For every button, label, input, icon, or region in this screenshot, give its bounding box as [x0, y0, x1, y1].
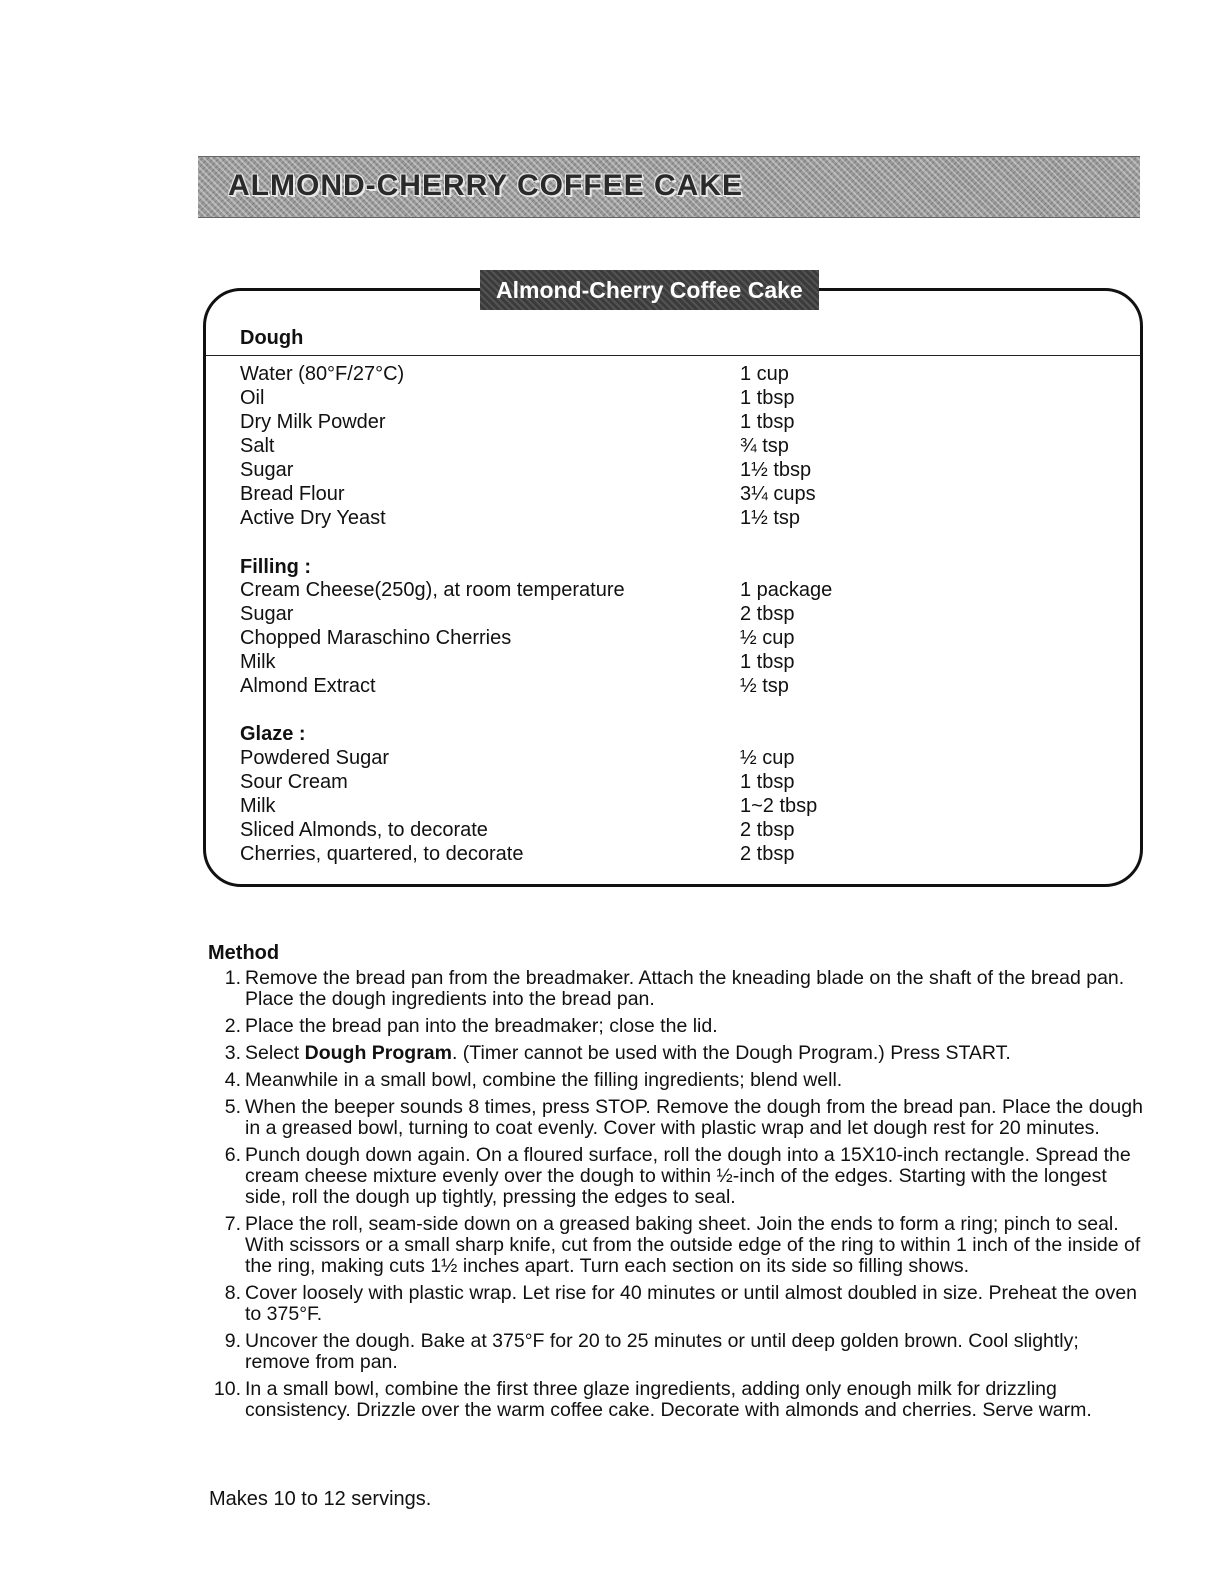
step-text: Cover loosely with plastic wrap. Let rise for 40 minutes or until almost doubled in size. Preheat the oven to 375°F. [245, 1282, 1138, 1325]
ingredient-name: Almond Extract [240, 675, 376, 697]
step-text: Remove the bread pan from the breadmaker. Attach the kneading blade on the shaft of the bread pan. Place the dough ingredients into the bread pan. [245, 967, 1125, 1010]
ingredient-amount: 1 package [740, 579, 833, 601]
step-text-after: . (Timer cannot be used with the Dough Program.) Press START. [451, 1042, 1011, 1064]
method-step [208, 1016, 1143, 1037]
method-step [208, 1043, 1143, 1064]
ingredient-amount: 1~2 tbsp [740, 795, 818, 817]
method-heading: Method [208, 942, 280, 964]
step-number: 8 . [208, 1283, 241, 1304]
glaze-ingredient-list [240, 746, 1100, 866]
step-number: 4 . [208, 1070, 241, 1091]
method-step [208, 1214, 1143, 1277]
ingredient-name: Milk [240, 651, 276, 673]
ingredient-name: Chopped Maraschino Cherries [240, 627, 512, 649]
step-text: Punch dough down again. On a floured surface, roll the dough into a 15X10-inch rectangle. Spread the cream cheese mixture evenly over the dough to within ½-inch of the edges. Starting with the longest side, roll the dough up tightly, pressing the edges to seal. [245, 1144, 1131, 1208]
ingredient-row [240, 818, 1100, 842]
page-title: ALMOND-CHERRY COFFEE CAKE [228, 169, 744, 202]
ingredient-name: Water (80°F/27°C) [240, 363, 405, 385]
ingredient-amount: 1 tbsp [740, 411, 795, 433]
ingredient-name: Dry Milk Powder [240, 411, 386, 433]
ingredient-amount: 1 cup [740, 363, 789, 385]
ingredient-name: Milk [240, 795, 276, 817]
ingredient-row [240, 626, 1100, 650]
ingredient-name: Active Dry Yeast [240, 507, 386, 529]
step-number: 10 . [208, 1379, 241, 1400]
ingredient-amount: 1½ tsp [740, 507, 801, 529]
ingredient-amount: 1 tbsp [740, 651, 795, 673]
ingredient-amount: 2 tbsp [740, 603, 795, 625]
ingredient-name: Oil [240, 387, 265, 409]
ingredient-name: Bread Flour [240, 483, 345, 505]
ingredient-amount: ½ cup [740, 747, 795, 769]
ingredient-name: Sliced Almonds, to decorate [240, 819, 488, 841]
method-step [208, 1379, 1143, 1421]
ingredient-name: Cream Cheese(250g), at room temperature [240, 579, 625, 601]
ingredient-row [240, 410, 1100, 434]
dough-ingredient-list [240, 362, 1100, 530]
method-step [208, 1070, 1143, 1091]
method-step [208, 1097, 1143, 1139]
ingredient-row [240, 602, 1100, 626]
ingredient-row [240, 434, 1100, 458]
ingredient-row [240, 842, 1100, 866]
ingredient-name: Sugar [240, 459, 294, 481]
step-text: When the beeper sounds 8 times, press STOP. Remove the dough from the bread pan. Place the dough in a greased bowl, turning to coat evenly. Cover with plastic wrap and let dough rest for 20 minutes. [245, 1096, 1143, 1139]
ingredient-row [240, 794, 1100, 818]
ingredient-row [240, 578, 1100, 602]
step-number: 9 . [208, 1331, 241, 1352]
ingredient-row [240, 506, 1100, 530]
ingredient-name: Salt [240, 435, 275, 457]
ingredient-amount: ½ cup [740, 627, 795, 649]
ingredient-row [240, 458, 1100, 482]
ingredient-name: Cherries, quartered, to decorate [240, 843, 524, 865]
recipe-title-badge: Almond-Cherry Coffee Cake [480, 270, 819, 310]
divider [206, 355, 1140, 356]
filling-ingredient-list [240, 578, 1100, 698]
step-text: Place the bread pan into the breadmaker; close the lid. [245, 1015, 718, 1037]
method-step [208, 1283, 1143, 1325]
ingredient-amount: 2 tbsp [740, 819, 795, 841]
ingredient-amount: 2 tbsp [740, 843, 795, 865]
method-steps [208, 968, 1143, 1427]
ingredient-row [240, 362, 1100, 386]
step-number: 2 . [208, 1016, 241, 1037]
ingredient-amount: ¾ tsp [740, 435, 789, 457]
ingredient-row [240, 674, 1100, 698]
step-number: 7 . [208, 1214, 241, 1235]
section-heading-glaze: Glaze : [240, 723, 306, 745]
step-number: 5 . [208, 1097, 241, 1118]
page-banner [198, 156, 1140, 218]
servings-note: Makes 10 to 12 servings. [209, 1488, 432, 1510]
ingredient-amount: 3¼ cups [740, 483, 816, 505]
ingredient-name: Powdered Sugar [240, 747, 389, 769]
section-heading-dough: Dough [240, 327, 304, 349]
step-text: In a small bowl, combine the first three glaze ingredients, adding only enough milk for drizzling consistency. Drizzle over the warm coffee cake. Decorate with almonds and cherries. Serve warm. [245, 1378, 1092, 1421]
ingredient-row [240, 650, 1100, 674]
step-text-before: Select [245, 1042, 305, 1064]
step-number: 6 . [208, 1145, 241, 1166]
ingredient-row [240, 482, 1100, 506]
method-step [208, 968, 1143, 1010]
method-step [208, 1331, 1143, 1373]
step-text: Uncover the dough. Bake at 375°F for 20 to 25 minutes or until deep golden brown. Cool slightly; remove from pan. [245, 1330, 1079, 1373]
step-number: 1 . [208, 968, 241, 989]
step-text: Place the roll, seam-side down on a greased baking sheet. Join the ends to form a ring; pinch to seal. With scissors or a small sharp knife, cut from the outside edge of the ring to within 1 inch of the inside of the ring, making cuts 1½ inches apart. Turn each section on its side so filling shows. [245, 1213, 1141, 1277]
method-step [208, 1145, 1143, 1208]
ingredient-row [240, 770, 1100, 794]
ingredient-row [240, 746, 1100, 770]
ingredient-name: Sugar [240, 603, 294, 625]
ingredient-amount: 1 tbsp [740, 771, 795, 793]
ingredient-amount: 1½ tbsp [740, 459, 812, 481]
ingredient-row [240, 386, 1100, 410]
step-number: 3 . [208, 1043, 241, 1064]
step-text: Meanwhile in a small bowl, combine the filling ingredients; blend well. [245, 1069, 843, 1091]
section-heading-filling: Filling : [240, 556, 312, 578]
dough-program-emphasis: Dough Program [304, 1042, 452, 1064]
ingredient-name: Sour Cream [240, 771, 348, 793]
ingredient-amount: ½ tsp [740, 675, 789, 697]
ingredient-amount: 1 tbsp [740, 387, 795, 409]
